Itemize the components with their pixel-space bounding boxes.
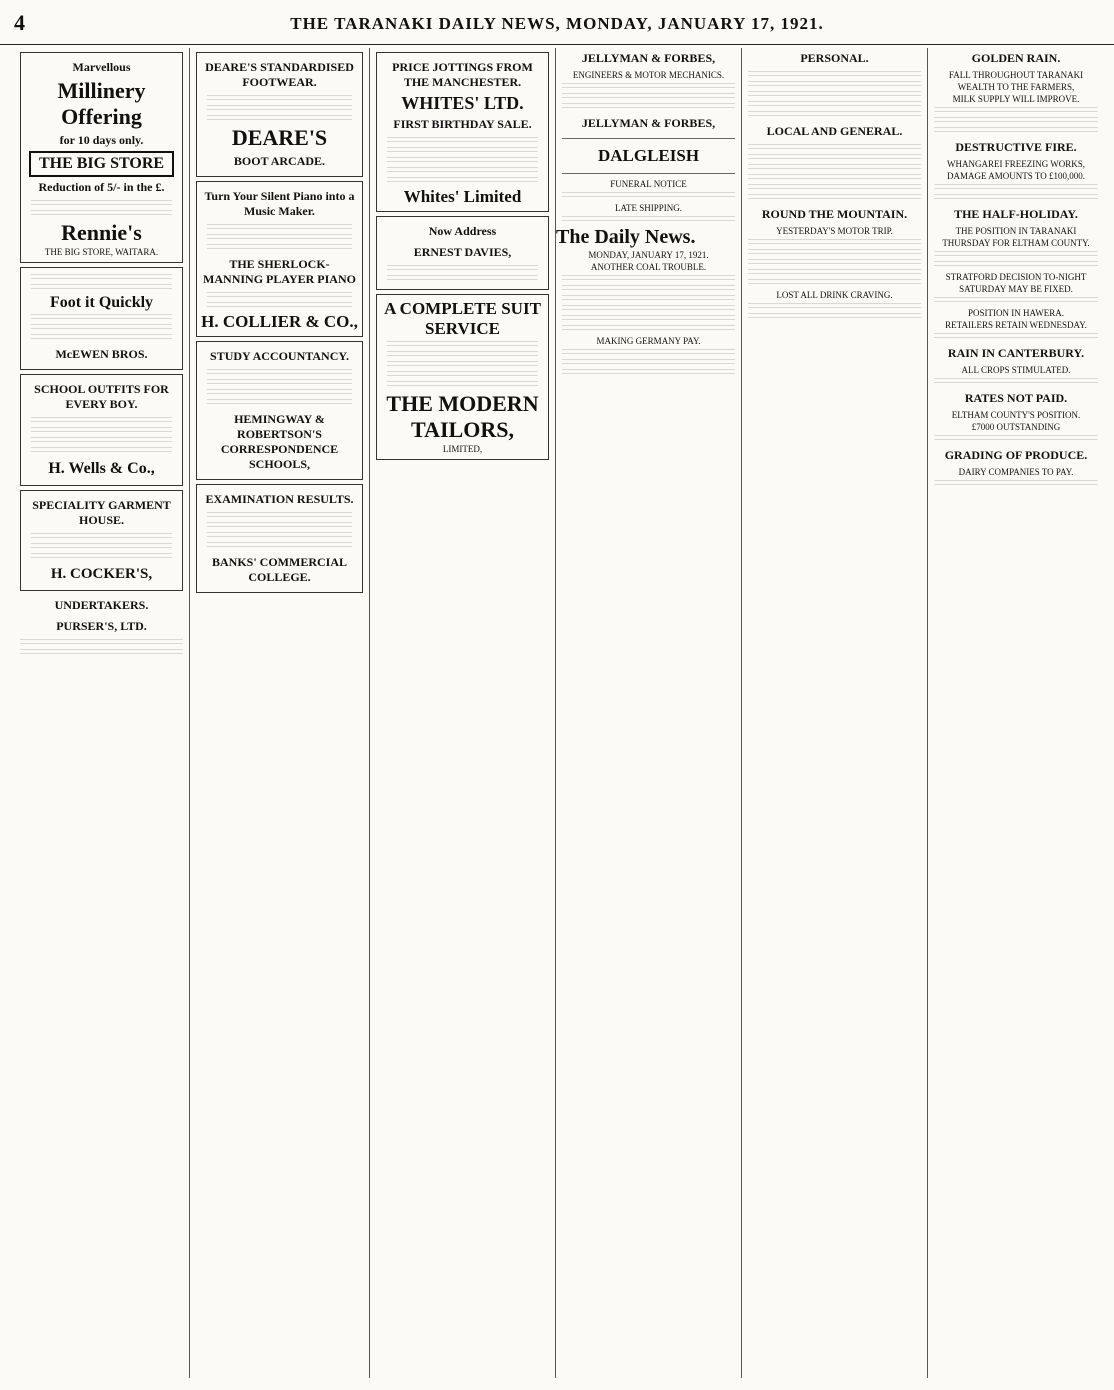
column-3: [370, 48, 556, 1378]
page-number: 4: [14, 10, 25, 35]
shoe-headline: Foot it Quickly: [49, 294, 154, 311]
canterbury-sub: ALL CROPS STIMULATED.: [961, 365, 1071, 375]
sale-headline: PRICE JOTTINGS FROM THE MANCHESTER.: [392, 60, 533, 89]
produce-sub: DAIRY COMPANIES TO PAY.: [958, 467, 1074, 477]
stratford-sub: SATURDAY MAY BE FIXED.: [959, 284, 1073, 294]
tailors-sub: LIMITED,: [442, 444, 483, 454]
garment-ad: [20, 490, 183, 591]
outfit-store: H. Wells & Co.,: [48, 460, 155, 477]
canterbury: RAIN IN CANTERBURY.: [947, 346, 1085, 360]
piano-distributor: H. COLLIER & CO.,: [201, 312, 358, 331]
jellyman-sub: ENGINEERS & MOTOR MECHANICS.: [572, 70, 725, 80]
jellyman-heading-2: JELLYMAN & FORBES,: [581, 116, 716, 130]
fire-sub-2: DAMAGE AMOUNTS TO £100,000.: [947, 171, 1085, 181]
ad-line: Offering: [61, 104, 142, 129]
piano-ad: [196, 181, 363, 337]
reduction-text: Reduction of 5/- in the £.: [38, 180, 165, 194]
study-headline: STUDY ACCOUNTANCY.: [210, 349, 349, 363]
optician-ad: [376, 216, 549, 290]
editorial-heading: ANOTHER COAL TROUBLE.: [590, 262, 707, 272]
hawera: POSITION IN HAWERA.: [967, 308, 1065, 318]
ad-line: Marvellous: [72, 60, 131, 74]
study-ad: [196, 341, 363, 480]
store-logo: THE BIG STORE: [29, 151, 174, 177]
garment-headline: SPECIALITY GARMENT HOUSE.: [32, 498, 171, 527]
undertakers-heading: UNDERTAKERS.: [54, 598, 149, 612]
rates-not-paid: RATES NOT PAID.: [964, 391, 1068, 405]
optician-address: Now Address: [428, 224, 497, 238]
half-sub: THE POSITION IN TARANAKI: [955, 226, 1077, 236]
making-germany-pay: MAKING GERMANY PAY.: [596, 336, 701, 346]
destructive-fire: DESTRUCTIVE FIRE.: [955, 140, 1077, 154]
newspaper-title: THE TARANAKI DAILY NEWS, MONDAY, JANUARY 17, 1921.: [290, 14, 824, 33]
late-shipping: LATE SHIPPING.: [614, 203, 682, 213]
column-4: [556, 48, 742, 1378]
piano-name: THE SHERLOCK-MANNING PLAYER PIANO: [203, 257, 356, 286]
golden-rain: GOLDEN RAIN.: [971, 51, 1061, 65]
outfit-ad: [20, 374, 183, 486]
mountain-heading: ROUND THE MOUNTAIN.: [761, 207, 908, 221]
store-name: Rennie's: [61, 220, 142, 245]
optician-name: ERNEST DAVIES,: [413, 245, 512, 259]
college-name: BANKS' COMMERCIAL COLLEGE.: [211, 555, 347, 584]
tailors-name: THE MODERN TAILORS,: [386, 391, 539, 442]
whites-name: WHITES' LTD.: [401, 93, 524, 113]
outfit-headline: SCHOOL OUTFITS FOR EVERY BOY.: [34, 382, 169, 411]
deare-store: DEARE'S: [231, 125, 328, 150]
column-6: [928, 48, 1104, 1378]
column-1: [14, 48, 190, 1378]
golden-sub-2: WEALTH TO THE FARMERS,: [957, 82, 1075, 92]
shoe-store: McEWEN BROS.: [55, 347, 148, 361]
correspondence-school: HEMINGWAY & ROBERTSON'S CORRESPONDENCE SCHOOLS,: [220, 412, 339, 471]
piano-headline: Turn Your Silent Piano into a Music Maker.: [204, 189, 355, 218]
stratford: STRATFORD DECISION TO-NIGHT: [945, 272, 1087, 282]
grading-produce: GRADING OF PRODUCE.: [944, 448, 1088, 462]
paper-date: MONDAY, JANUARY 17, 1921.: [588, 250, 709, 260]
local-heading: LOCAL AND GENERAL.: [766, 124, 903, 138]
golden-sub-3: MILK SUPPLY WILL IMPROVE.: [952, 94, 1080, 104]
fire-sub: WHANGAREI FREEZING WORKS,: [946, 159, 1086, 169]
deare-ad: [196, 52, 363, 177]
store-sub: THE BIG STORE, WAITARA.: [44, 247, 159, 257]
exam-ad: [196, 484, 363, 593]
shoe-ad: [20, 267, 183, 370]
jeweller: DALGLEISH: [597, 146, 700, 165]
ad-line: for 10 days only.: [59, 133, 144, 147]
half-sub-2: THURSDAY FOR ELTHAM COUNTY.: [942, 238, 1090, 248]
whites-ad: [376, 52, 549, 212]
rates-sub-2: £7000 OUTSTANDING: [971, 422, 1061, 432]
half-holiday: THE HALF-HOLIDAY.: [954, 207, 1078, 221]
funeral-notice: FUNERAL NOTICE: [610, 179, 687, 189]
column-5: [742, 48, 928, 1378]
millinery-ad: [20, 52, 183, 263]
tailor-store: H. COCKER'S,: [50, 566, 153, 582]
suit-ad: [376, 294, 549, 460]
suit-headline: A COMPLETE SUIT SERVICE: [384, 299, 541, 338]
deare-headline: DEARE'S STANDARDISED FOOTWEAR.: [205, 60, 354, 89]
undertaker-name: PURSER'S, LTD.: [56, 619, 147, 633]
mountain-sub: YESTERDAY'S MOTOR TRIP.: [776, 226, 893, 236]
personal-heading: PERSONAL.: [800, 51, 869, 65]
exam-headline: EXAMINATION RESULTS.: [205, 492, 354, 506]
jellyman-heading: JELLYMAN & FORBES,: [581, 51, 716, 65]
paper-title: The Daily News.: [556, 226, 696, 248]
whites-sale: FIRST BIRTHDAY SALE.: [393, 117, 532, 131]
golden-sub: FALL THROUGHOUT TARANAKI: [948, 70, 1084, 80]
ad-line: Millinery: [57, 78, 146, 103]
rates-sub: ELTHAM COUNTY'S POSITION.: [951, 410, 1081, 420]
lost-craving: LOST ALL DRINK CRAVING.: [776, 290, 893, 300]
masthead: [0, 0, 1114, 45]
column-2: [190, 48, 370, 1378]
whites-sign: Whites' Limited: [403, 187, 522, 206]
hawera-sub: RETAILERS RETAIN WEDNESDAY.: [945, 320, 1087, 330]
deare-sub: BOOT ARCADE.: [233, 154, 326, 168]
